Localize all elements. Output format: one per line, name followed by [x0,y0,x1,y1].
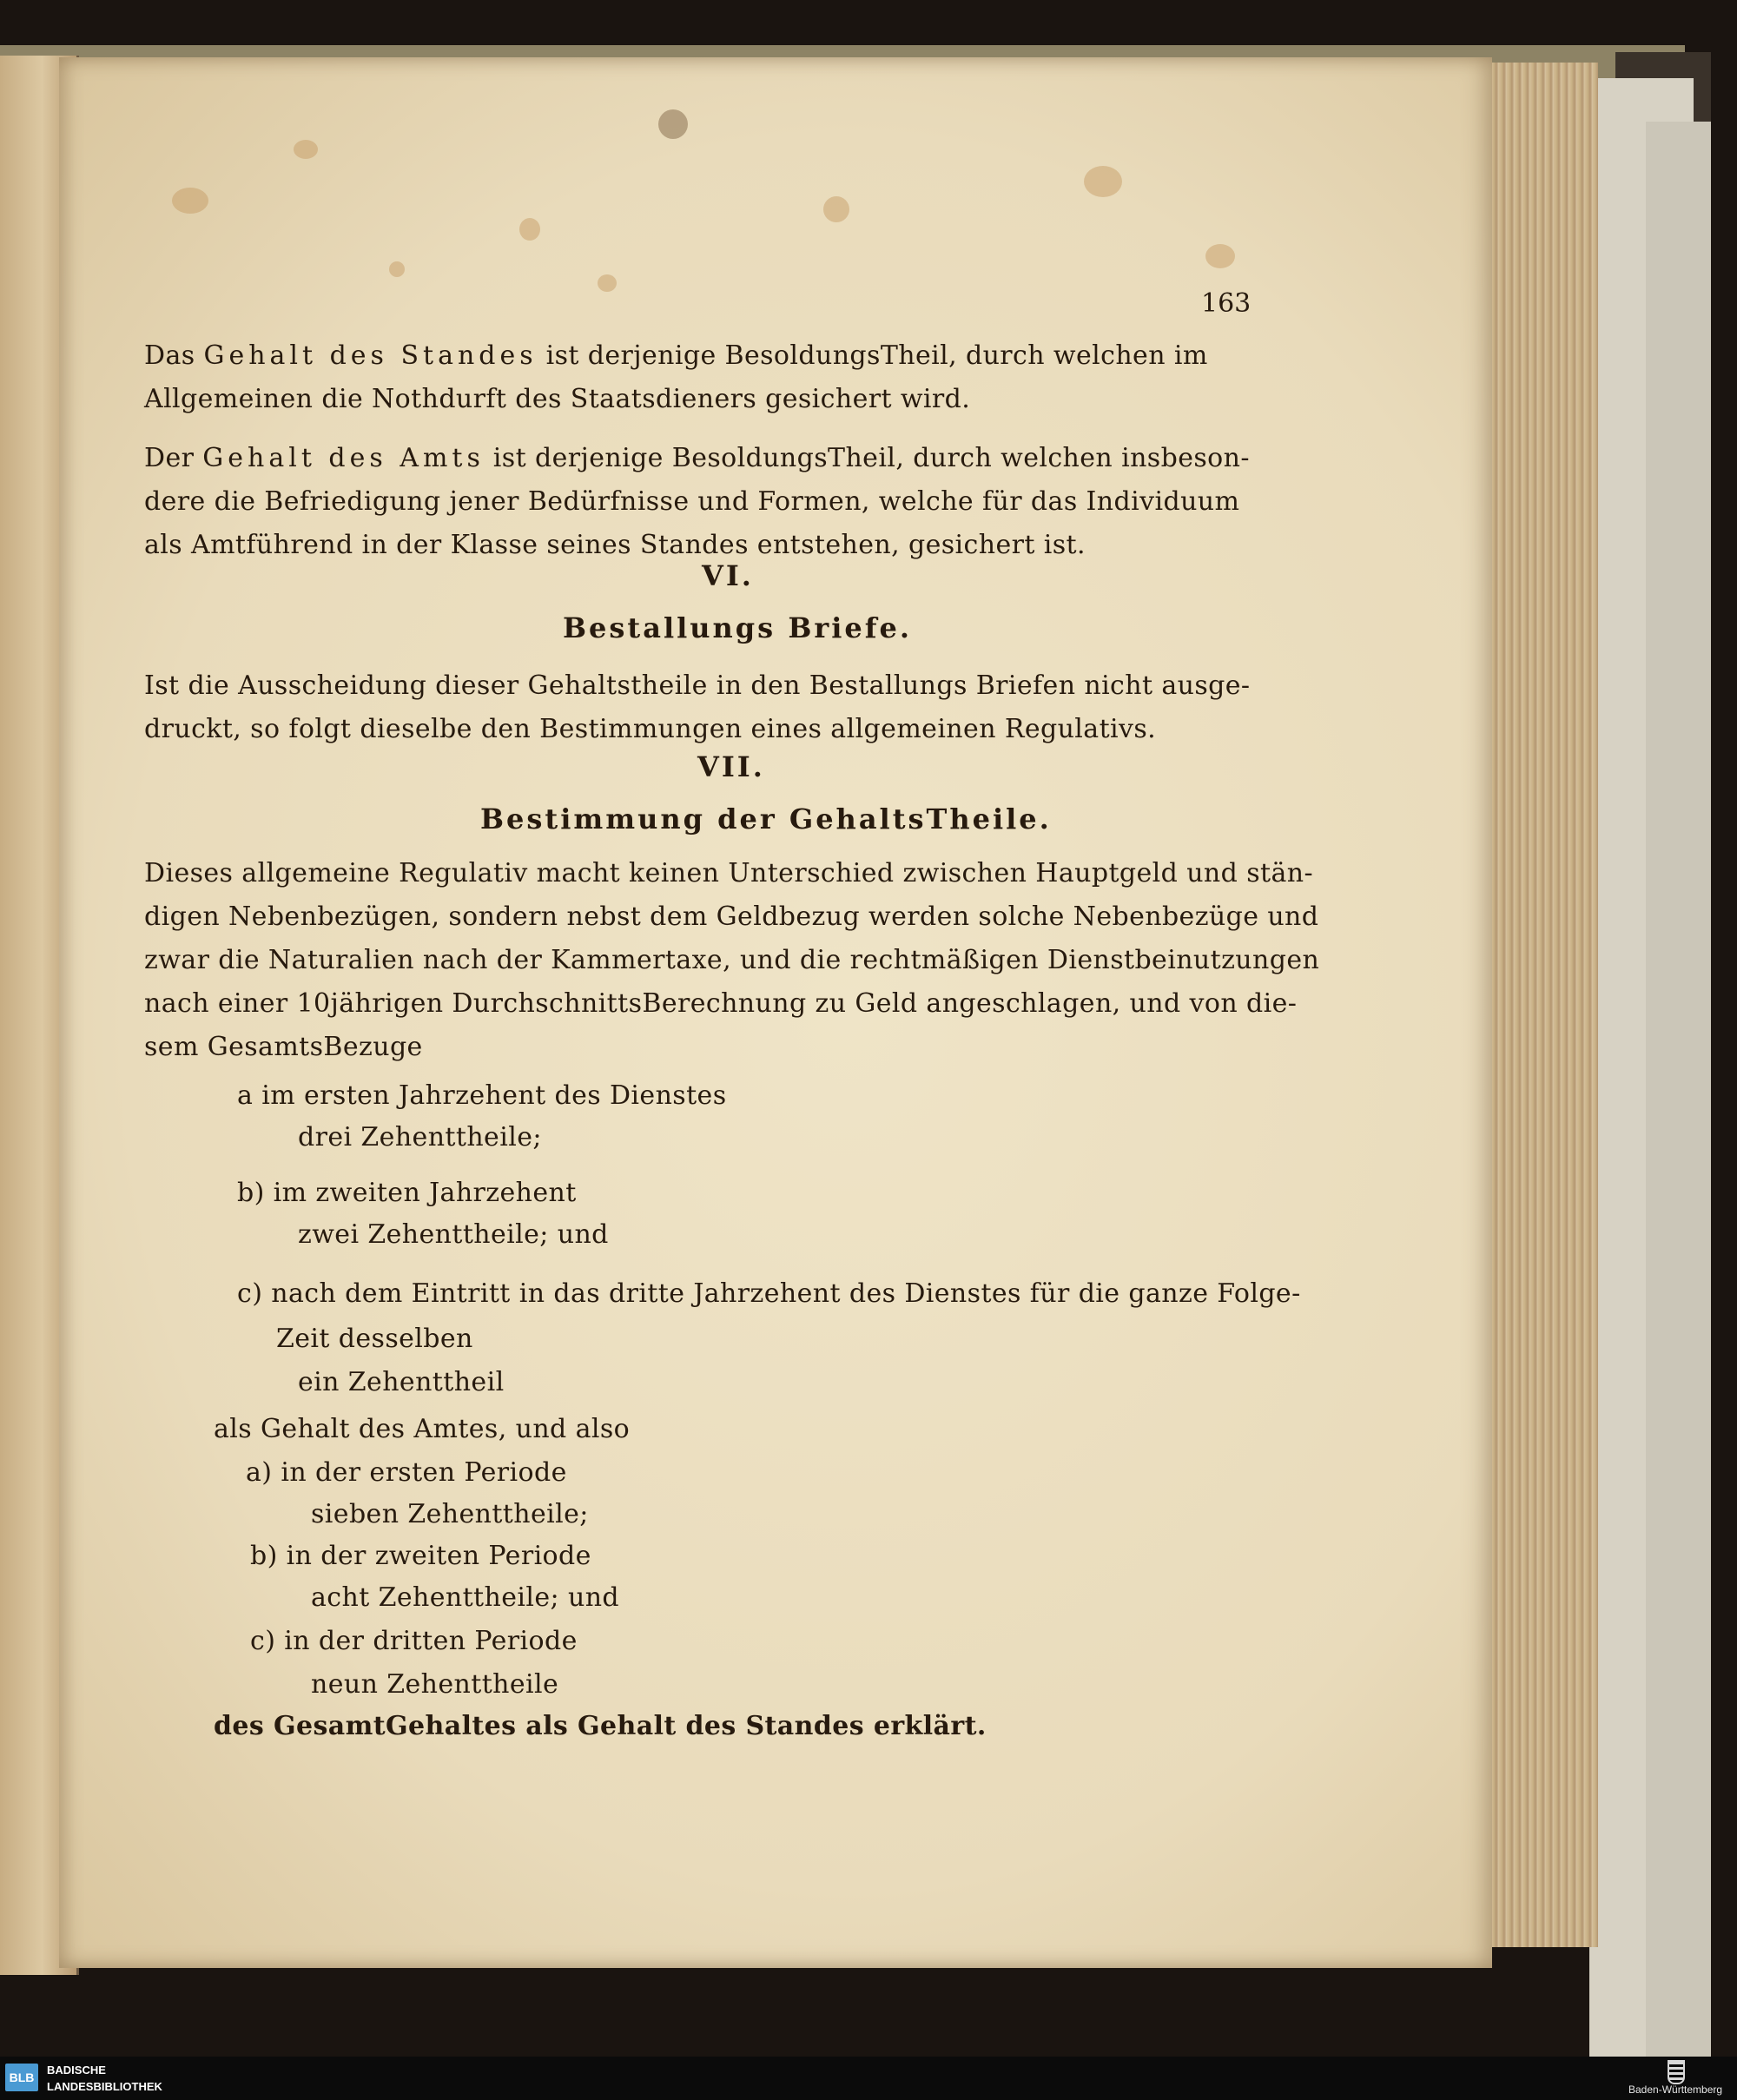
spaced-term: Gehalt des Standes [203,340,538,371]
stain [598,274,617,292]
text-run: Das [144,340,204,371]
list2-item-a [246,1457,567,1488]
library-name-line1: BADISCHE [47,2064,106,2077]
stain [519,218,540,241]
text-run: b) im zweiten Jahrzehent [237,1178,577,1208]
text-run: neun Zehenttheile [311,1669,559,1700]
list1-item-b [237,1178,577,1208]
list1-item-a-amount [298,1122,542,1152]
list1-item-c-cont [276,1324,473,1354]
text-run: dere die Befriedigung jener Bedürfnisse und Formen, welche für das Individuum [144,486,1240,517]
para4-line1 [144,858,1313,888]
text-run: druckt, so folgt dieselbe den Bestimmungen eines allgemeinen Regulativs. [144,714,1157,744]
text-run: ist derjenige BesoldungsTheil, durch welchen im [537,340,1208,371]
para2-line3 [144,530,1086,560]
text-run: Dieses allgemeine Regulativ macht keinen Unterschied zwischen Hauptgeld und stän- [144,858,1313,888]
loose-sheet-back [1646,122,1711,2084]
stain [658,109,688,139]
stain [1205,244,1235,268]
footer-bar [0,2057,1737,2100]
text-run: c) nach dem Eintritt in das dritte Jahrzehent des Dienstes für die ganze Folge- [237,1278,1301,1309]
para2-line2 [144,486,1239,517]
text-run: digen Nebenbezügen, sondern nebst dem Geldbezug werden solche Nebenbezüge und [144,901,1319,932]
library-name [47,2062,162,2095]
list2-item-c-amount [311,1669,558,1700]
section-vi-title: Bestallungs Briefe. [563,611,912,644]
list2-item-a-amount [311,1499,589,1529]
state-label: Baden-Württemberg [1628,2083,1723,2096]
para1-line1 [144,340,1208,371]
stain [294,140,318,159]
stain [1084,166,1122,197]
text-run: nach einer 10jährigen DurchschnittsBerechnung zu Geld angeschlagen, und von die- [144,988,1298,1019]
list1-item-b-amount [298,1219,609,1250]
text-run: zwei Zehenttheile; und [298,1219,609,1250]
para4-line2 [144,901,1318,932]
text-run: als Amtführend in der Klasse seines Standes entstehen, gesichert ist. [144,530,1086,560]
text-run: sem GesamtsBezuge [144,1032,423,1062]
page-number: 163 [1201,288,1252,319]
para2-line1 [144,443,1250,473]
stain [172,188,208,214]
closing-line [214,1711,987,1741]
list2-item-c [250,1626,578,1656]
text-run: c) in der dritten Periode [250,1626,578,1656]
text-run: acht Zehenttheile; und [311,1582,620,1613]
text-run: a) in der ersten Periode [246,1457,567,1488]
text-run: ein Zehenttheil [298,1367,505,1397]
spaced-term: Gehalt des Amts [202,443,485,473]
text-run: ist derjenige BesoldungsTheil, durch welchen insbeson- [484,443,1250,473]
para4-line4 [144,988,1297,1019]
stain [389,261,405,277]
list1-item-a [237,1080,727,1111]
stain [823,196,849,222]
section-vii-numeral: VII. [697,750,765,783]
section-vii-title: Bestimmung der GehaltsTheile. [480,802,1052,835]
text-run: zwar die Naturalien nach der Kammertaxe, und die rechtmäßigen Dienstbeinutzungen [144,945,1320,975]
connector-line [214,1414,630,1444]
state-coat-of-arms-icon [1668,2060,1685,2084]
text-run: b) in der zweiten Periode [250,1541,591,1571]
para4-line5 [144,1032,423,1062]
list1-item-c [237,1278,1301,1309]
text-run: Allgemeinen die Nothdurft des Staatsdieners gesichert wird. [144,384,971,414]
text-run: sieben Zehenttheile; [311,1499,589,1529]
blb-logo[interactable]: BLB [5,2064,38,2091]
text-run: des GesamtGehaltes als Gehalt des Standes erklärt. [214,1711,987,1741]
section-vi-numeral: VI. [702,559,754,592]
text-run: als Gehalt des Amtes, und also [214,1414,631,1444]
list2-item-b-amount [311,1582,619,1613]
para3-line1 [144,670,1250,701]
text-run: drei Zehenttheile; [298,1122,542,1152]
para1-line2 [144,384,970,414]
text-run: Zeit desselben [276,1324,473,1354]
text-run: Der [144,443,203,473]
book-page [59,57,1492,1968]
list2-item-b [250,1541,591,1571]
text-run: Ist die Ausscheidung dieser Gehaltstheile in den Bestallungs Briefen nicht ausge- [144,670,1251,701]
library-name-line2: LANDESBIBLIOTHEK [47,2080,162,2093]
text-run: a im ersten Jahrzehent des Dienstes [237,1080,727,1111]
para3-line2 [144,714,1156,744]
list1-item-c-amount [298,1367,505,1397]
para4-line3 [144,945,1319,975]
